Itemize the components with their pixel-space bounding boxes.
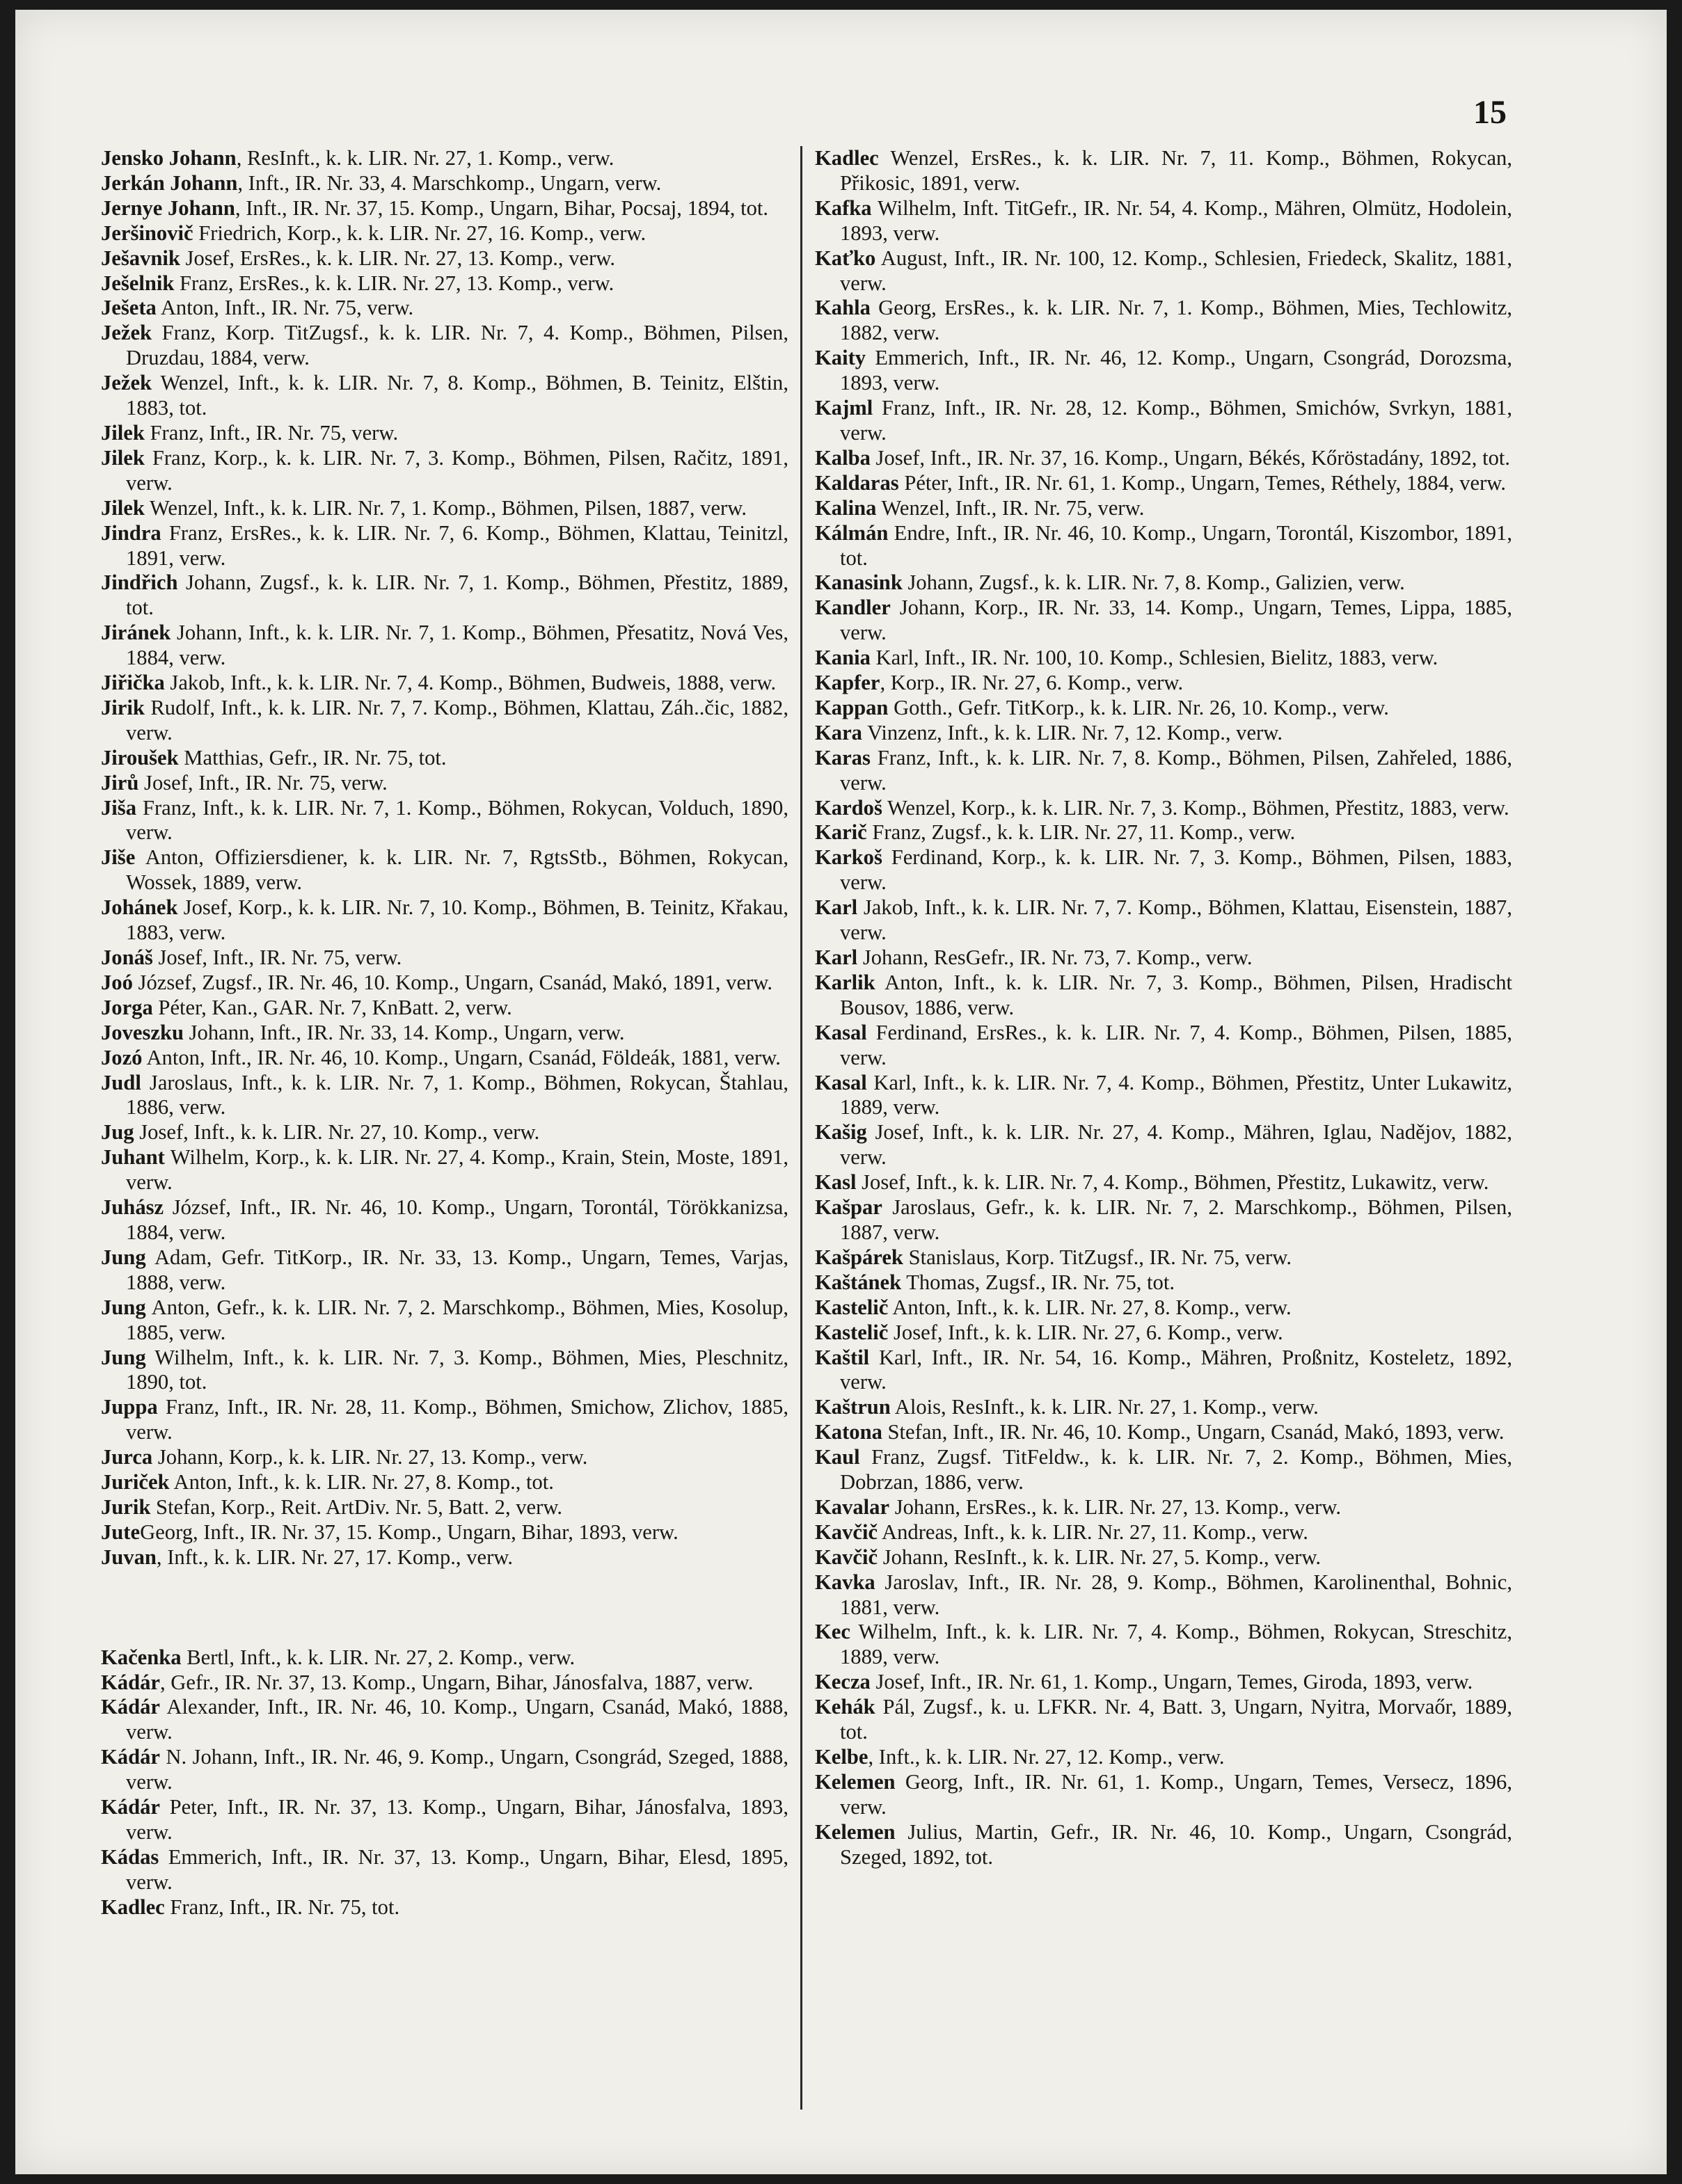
casualty-entry [815, 1395, 1512, 1420]
casualty-entry [815, 346, 1512, 396]
casualty-entry [101, 996, 788, 1021]
casualty-entry [815, 820, 1512, 845]
entry-details: Anton, Inft., k. k. LIR. Nr. 27, 8. Komp., tot. [169, 1470, 554, 1494]
entry-surname: Kalina [815, 495, 877, 520]
casualty-entry [101, 1470, 788, 1495]
entry-surname: Ježek [101, 321, 152, 345]
entry-surname: Kaštrun [815, 1395, 891, 1419]
entry-details: Johann, Zugsf., k. k. LIR. Nr. 7, 8. Komp., Galizien, verw. [902, 571, 1405, 595]
entry-surname: Kálmán [815, 520, 889, 545]
casualty-entry [815, 1770, 1512, 1820]
entry-details: Franz, Korp., k. k. LIR. Nr. 7, 3. Komp., Böhmen, Pilsen, Račitz, 1891, verw. [126, 445, 788, 495]
entry-details: Julius, Martin, Gefr., IR. Nr. 46, 10. Komp., Ungarn, Csongrád, Szeged, 1892, tot. [840, 1819, 1512, 1869]
entry-surname: Jilek [101, 495, 145, 520]
entry-details: , Inft., k. k. LIR. Nr. 27, 12. Komp., verw. [868, 1745, 1225, 1769]
entry-details: Péter, Inft., IR. Nr. 61, 1. Komp., Ungarn, Temes, Réthely, 1884, verw. [898, 470, 1507, 495]
casualty-entry [101, 446, 788, 496]
casualty-entry [815, 1545, 1512, 1570]
entry-surname: Juriček [101, 1470, 170, 1494]
entry-details: Bertl, Inft., k. k. LIR. Nr. 27, 2. Komp., verw. [181, 1645, 576, 1669]
entry-details: Wenzel, Inft., IR. Nr. 75, verw. [876, 495, 1145, 520]
casualty-entry [815, 671, 1512, 696]
entry-surname: Jozó [101, 1045, 143, 1069]
entry-details: Franz, Inft., k. k. LIR. Nr. 7, 8. Komp., Böhmen, Pilsen, Zahřeled, 1886, verw. [840, 745, 1512, 795]
entry-surname: Kelbe [815, 1745, 868, 1769]
entry-surname: Kavčič [815, 1545, 878, 1569]
entry-surname: Karič [815, 820, 867, 845]
entry-surname: Ješeta [101, 296, 157, 320]
entry-surname: Kavalar [815, 1494, 890, 1519]
entry-surname: Jirik [101, 695, 145, 719]
entry-surname: Jilek [101, 445, 145, 470]
entry-surname: Jindřich [101, 571, 178, 595]
casualty-entry [101, 571, 788, 621]
entry-details: Josef, Inft., k. k. LIR. Nr. 7, 4. Komp., Böhmen, Přestitz, Lukawitz, verw. [856, 1170, 1489, 1195]
entry-details: Johann, Korp., IR. Nr. 33, 14. Komp., Ungarn, Temes, Lippa, 1885, verw. [840, 596, 1512, 645]
entry-surname: Kehák [815, 1695, 875, 1719]
entry-surname: Ješavnik [101, 246, 180, 270]
entry-details: Anton, Offiziersdiener, k. k. LIR. Nr. 7, RgtsStb., Böhmen, Rokycan, Wossek, 1889, verw. [126, 845, 788, 895]
casualty-entry [101, 796, 788, 846]
casualty-entry [815, 1021, 1512, 1071]
entry-details: August, Inft., IR. Nr. 100, 12. Komp., Schlesien, Friedeck, Skalitz, 1881, verw. [840, 246, 1512, 295]
entry-surname: Jindra [101, 520, 161, 545]
entry-details: Josef, ErsRes., k. k. LIR. Nr. 27, 13. Komp., verw. [180, 246, 616, 270]
entry-details: Ferdinand, ErsRes., k. k. LIR. Nr. 7, 4. Komp., Böhmen, Pilsen, 1885, verw. [840, 1020, 1512, 1069]
entry-details: Rudolf, Inft., k. k. LIR. Nr. 7, 7. Komp., Böhmen, Klattau, Záh..čic, 1882, verw. [126, 695, 788, 744]
entry-surname: Kaldaras [815, 470, 899, 495]
casualty-entry [815, 396, 1512, 446]
entry-surname: Johánek [101, 895, 178, 920]
casualty-entry [101, 1071, 788, 1121]
casualty-entry [101, 146, 788, 171]
entry-surname: Jute [101, 1520, 141, 1544]
column-divider [800, 146, 802, 2110]
entry-details: Jakob, Inft., k. k. LIR. Nr. 7, 4. Komp., Böhmen, Budweis, 1888, verw. [164, 671, 777, 695]
casualty-entry [101, 1545, 788, 1570]
casualty-entry [815, 721, 1512, 746]
casualty-entry [815, 1195, 1512, 1245]
casualty-entry [815, 196, 1512, 246]
entry-surname: Kaity [815, 346, 866, 370]
entry-details: Franz, Korp. TitZugsf., k. k. LIR. Nr. 7, 4. Komp., Böhmen, Pilsen, Druzdau, 1884, verw. [126, 321, 788, 370]
entry-details: Emmerich, Inft., IR. Nr. 46, 12. Komp., Ungarn, Csongrád, Dorozsma, 1893, verw. [840, 346, 1512, 395]
entry-surname: Jilek [101, 420, 145, 445]
entry-details: Johann, Inft., k. k. LIR. Nr. 7, 1. Komp., Böhmen, Přesatitz, Nová Ves, 1884, verw. [126, 621, 788, 670]
casualty-entry [101, 321, 788, 371]
casualty-entry [815, 971, 1512, 1021]
casualty-entry [101, 946, 788, 971]
entry-surname: Jung [101, 1345, 146, 1369]
casualty-entry [101, 171, 788, 196]
entry-details: Josef, Inft., IR. Nr. 75, verw. [138, 770, 388, 795]
entry-details: Gotth., Gefr. TitKorp., k. k. LIR. Nr. 26, 10. Komp., verw. [888, 695, 1389, 719]
entry-details: , ResInft., k. k. LIR. Nr. 27, 1. Komp., verw. [236, 146, 614, 170]
entry-details: N. Johann, Inft., IR. Nr. 46, 9. Komp., Ungarn, Csongrád, Szeged, 1888, verw. [126, 1745, 788, 1794]
entry-surname: Kasal [815, 1070, 867, 1094]
entry-surname: Joó [101, 970, 133, 994]
casualty-entry [815, 1620, 1512, 1670]
entry-surname: Jeršinovič [101, 221, 193, 245]
entry-details: Josef, Inft., k. k. LIR. Nr. 27, 6. Komp., verw. [888, 1320, 1283, 1344]
entry-details: Karl, Inft., IR. Nr. 54, 16. Komp., Mähren, Proßnitz, Kosteletz, 1892, verw. [840, 1345, 1512, 1394]
entry-details: Jaroslav, Inft., IR. Nr. 28, 9. Komp., Böhmen, Karolinenthal, Bohnic, 1881, verw. [840, 1570, 1512, 1619]
page-number: 15 [1473, 94, 1507, 131]
entry-details: Josef, Inft., IR. Nr. 75, verw. [152, 946, 402, 969]
entry-surname: Kanasink [815, 571, 903, 595]
entry-details: József, Zugsf., IR. Nr. 46, 10. Komp., Ungarn, Csanád, Makó, 1891, verw. [132, 970, 772, 994]
entry-surname: Jirů [101, 770, 139, 795]
entry-surname: Kašpar [815, 1195, 882, 1220]
entry-details: Johann, ResGefr., IR. Nr. 73, 7. Komp., verw. [857, 946, 1253, 969]
casualty-entry [815, 1120, 1512, 1170]
entry-surname: Karl [815, 946, 858, 969]
entry-surname: Kasl [815, 1170, 857, 1195]
entry-surname: Judl [101, 1070, 141, 1094]
entry-surname: Kaštil [815, 1345, 870, 1369]
entry-surname: Kahla [815, 296, 871, 320]
casualty-entry [101, 1895, 788, 1920]
entry-surname: Kačenka [101, 1645, 182, 1669]
casualty-entry [101, 845, 788, 895]
entry-details: Peter, Inft., IR. Nr. 37, 13. Komp., Ungarn, Bihar, Jánosfalva, 1893, verw. [126, 1795, 788, 1844]
casualty-entry [101, 696, 788, 746]
entry-details: Jakob, Inft., k. k. LIR. Nr. 7, 7. Komp., Böhmen, Klattau, Eisenstein, 1887, verw. [840, 895, 1512, 945]
casualty-entry [815, 1495, 1512, 1520]
casualty-entry [101, 1021, 788, 1046]
casualty-entry [101, 1445, 788, 1470]
entry-surname: Jiše [101, 845, 136, 870]
casualty-entry [101, 1145, 788, 1195]
entry-details: Franz, Inft., k. k. LIR. Nr. 7, 1. Komp., Böhmen, Rokycan, Volduch, 1890, verw. [126, 795, 788, 845]
casualty-entry [101, 895, 788, 946]
entry-surname: Katona [815, 1420, 882, 1444]
entry-surname: Kelemen [815, 1819, 896, 1844]
entry-details: Josef, Inft., k. k. LIR. Nr. 27, 10. Komp., verw. [134, 1120, 540, 1145]
entry-surname: Jug [101, 1120, 134, 1145]
casualty-entry [815, 1695, 1512, 1745]
entry-details: Franz, ErsRes., k. k. LIR. Nr. 7, 6. Komp., Böhmen, Klattau, Teinitzl, 1891, verw. [126, 520, 788, 570]
casualty-entry [101, 1245, 788, 1296]
entry-details: Alois, ResInft., k. k. LIR. Nr. 27, 1. Komp., verw. [890, 1395, 1319, 1419]
entry-surname: Jorga [101, 995, 153, 1019]
entry-details: Franz, ErsRes., k. k. LIR. Nr. 27, 13. Komp., verw. [174, 271, 614, 295]
entry-surname: Jung [101, 1295, 146, 1319]
entry-surname: Jonáš [101, 946, 153, 969]
entry-details: Thomas, Zugsf., IR. Nr. 75, tot. [901, 1270, 1175, 1294]
casualty-entry [815, 1245, 1512, 1270]
casualty-entry [815, 146, 1512, 196]
entry-details: , Gefr., IR. Nr. 37, 13. Komp., Ungarn, Bihar, Jánosfalva, 1887, verw. [159, 1670, 754, 1694]
entry-surname: Jensko Johann [101, 146, 237, 170]
casualty-entry [815, 796, 1512, 821]
casualty-entry [101, 246, 788, 271]
entry-details: Anton, Inft., k. k. LIR. Nr. 7, 3. Komp., Böhmen, Pilsen, Hradischt Bousov, 1886, verw. [840, 970, 1512, 1019]
entry-details: Josef, Korp., k. k. LIR. Nr. 7, 10. Komp., Böhmen, B. Teinitz, Křakau, 1883, verw. [126, 895, 788, 945]
casualty-entry [101, 1795, 788, 1845]
entry-details: Franz, Inft., IR. Nr. 75, tot. [164, 1895, 400, 1919]
casualty-entry [815, 496, 1512, 521]
casualty-entry [815, 1445, 1512, 1495]
entry-surname: Joveszku [101, 1020, 184, 1044]
entry-surname: Kádár [101, 1670, 160, 1694]
entry-surname: Kašpárek [815, 1245, 903, 1269]
entry-details: Johann, ResInft., k. k. LIR. Nr. 27, 5. Komp., verw. [878, 1545, 1322, 1569]
entry-surname: Kafka [815, 196, 872, 220]
entry-surname: Juhász [101, 1195, 164, 1220]
entry-details: Franz, Zugsf. TitFeldw., k. k. LIR. Nr. 7, 2. Komp., Böhmen, Mies, Dobrzan, 1886, verw. [840, 1445, 1512, 1494]
entry-details: Franz, Inft., IR. Nr. 28, 11. Komp., Böhmen, Smichow, Zlichov, 1885, verw. [126, 1395, 788, 1444]
entry-details: Wilhelm, Inft., k. k. LIR. Nr. 7, 3. Komp., Böhmen, Mies, Pleschnitz, 1890, tot. [126, 1345, 788, 1394]
entry-surname: Kec [815, 1620, 850, 1644]
entry-details: Adam, Gefr. TitKorp., IR. Nr. 33, 13. Komp., Ungarn, Temes, Varjas, 1888, verw. [126, 1245, 788, 1294]
entry-details: Matthias, Gefr., IR. Nr. 75, tot. [178, 745, 447, 770]
entry-surname: Kelemen [815, 1769, 896, 1794]
entry-details: Ferdinand, Korp., k. k. LIR. Nr. 7, 3. Komp., Böhmen, Pilsen, 1883, verw. [840, 845, 1512, 895]
casualty-entry [101, 1395, 788, 1445]
casualty-entry [815, 1570, 1512, 1620]
casualty-entry [815, 571, 1512, 596]
casualty-entry [815, 521, 1512, 571]
entry-surname: Juvan [101, 1545, 157, 1569]
entry-details: Emmerich, Inft., IR. Nr. 37, 13. Komp., Ungarn, Bihar, Elesd, 1895, verw. [126, 1844, 788, 1894]
casualty-entry [101, 1845, 788, 1895]
entry-details: Friedrich, Korp., k. k. LIR. Nr. 27, 16. Komp., verw. [193, 221, 646, 245]
entry-details: Wilhelm, Inft., k. k. LIR. Nr. 7, 4. Komp., Böhmen, Rokycan, Streschitz, 1889, verw. [840, 1620, 1512, 1669]
entry-surname: Jiřička [101, 671, 165, 695]
casualty-entry [101, 271, 788, 296]
casualty-entry [815, 895, 1512, 946]
entry-surname: Ježek [101, 371, 152, 395]
entry-surname: Jiránek [101, 621, 171, 645]
entry-surname: Karkoš [815, 845, 882, 870]
section-gap [101, 1570, 788, 1645]
entry-surname: Kara [815, 720, 862, 744]
entry-details: , Korp., IR. Nr. 27, 6. Komp., verw. [880, 671, 1184, 695]
left-column [101, 146, 788, 1920]
entry-details: Georg, ErsRes., k. k. LIR. Nr. 7, 1. Komp., Böhmen, Mies, Techlowitz, 1882, verw. [840, 296, 1512, 345]
entry-surname: Kecza [815, 1670, 871, 1694]
casualty-entry [815, 1170, 1512, 1195]
entry-surname: Kaťko [815, 246, 876, 270]
entry-surname: Karlik [815, 970, 875, 994]
entry-surname: Kaštánek [815, 1270, 902, 1294]
entry-details: Péter, Kan., GAR. Nr. 7, KnBatt. 2, verw. [152, 995, 512, 1019]
casualty-entry [101, 371, 788, 421]
casualty-entry [815, 246, 1512, 296]
casualty-entry [101, 1120, 788, 1145]
entry-details: Pál, Zugsf., k. u. LFKR. Nr. 4, Batt. 3, Ungarn, Nyitra, Morvaőr, 1889, tot. [840, 1695, 1512, 1744]
casualty-entry [815, 1420, 1512, 1445]
casualty-entry [815, 845, 1512, 895]
casualty-entry [101, 1046, 788, 1071]
casualty-entry [815, 1670, 1512, 1695]
casualty-entry [815, 471, 1512, 496]
entry-details: Karl, Inft., IR. Nr. 100, 10. Komp., Schlesien, Bielitz, 1883, verw. [870, 646, 1438, 670]
casualty-entry [815, 596, 1512, 646]
casualty-entry [815, 1270, 1512, 1296]
casualty-entry [101, 621, 788, 671]
casualty-entry [101, 1346, 788, 1396]
entry-surname: Jiša [101, 795, 136, 820]
casualty-entry [101, 1671, 788, 1696]
entry-surname: Kádár [101, 1745, 160, 1769]
entry-details: Anton, Gefr., k. k. LIR. Nr. 7, 2. Marschkomp., Böhmen, Mies, Kosolup, 1885, verw. [126, 1295, 788, 1344]
entry-surname: Juhant [101, 1145, 165, 1170]
casualty-entry [101, 771, 788, 796]
entry-details: Stanislaus, Korp. TitZugsf., IR. Nr. 75, verw. [903, 1245, 1292, 1269]
casualty-entry [101, 296, 788, 321]
entry-surname: Kadlec [101, 1895, 165, 1919]
entry-surname: Kastelič [815, 1295, 889, 1319]
entry-surname: Kalba [815, 445, 871, 470]
entry-surname: Kaul [815, 1445, 860, 1469]
entry-surname: Kardoš [815, 795, 882, 820]
casualty-entry [815, 746, 1512, 796]
entry-details: Wenzel, ErsRes., k. k. LIR. Nr. 7, 11. Komp., Böhmen, Rokycan, Přikosic, 1891, verw. [840, 146, 1512, 195]
casualty-entry [101, 1296, 788, 1346]
entry-details: , Inft., IR. Nr. 37, 15. Komp., Ungarn, Bihar, Pocsaj, 1894, tot. [235, 196, 769, 220]
entry-details: Endre, Inft., IR. Nr. 46, 10. Komp., Ungarn, Torontál, Kiszombor, 1891, tot. [840, 520, 1512, 570]
casualty-entry [815, 1346, 1512, 1396]
entry-surname: Karas [815, 745, 871, 770]
entry-details: Alexander, Inft., IR. Nr. 46, 10. Komp., Ungarn, Csanád, Makó, 1888, verw. [126, 1695, 788, 1744]
entry-details: Wilhelm, Inft. TitGefr., IR. Nr. 54, 4. Komp., Mähren, Olmütz, Hodolein, 1893, verw. [840, 196, 1512, 245]
entry-surname: Kádas [101, 1844, 159, 1869]
casualty-entry [101, 1520, 788, 1545]
casualty-entry [101, 1195, 788, 1245]
entry-details: Karl, Inft., k. k. LIR. Nr. 7, 4. Komp., Böhmen, Přestitz, Unter Lukawitz, 1889, verw. [840, 1070, 1512, 1119]
entry-surname: Kadlec [815, 146, 879, 170]
right-column [815, 146, 1512, 1870]
entry-details: Jaroslaus, Gefr., k. k. LIR. Nr. 7, 2. Marschkomp., Böhmen, Pilsen, 1887, verw. [840, 1195, 1512, 1244]
casualty-entry [815, 1820, 1512, 1870]
entry-details: Wenzel, Inft., k. k. LIR. Nr. 7, 8. Komp., Böhmen, B. Teinitz, Elštin, 1883, tot. [126, 371, 788, 420]
entry-details: Johann, Zugsf., k. k. LIR. Nr. 7, 1. Komp., Böhmen, Přestitz, 1889, tot. [126, 571, 788, 620]
casualty-entry [815, 646, 1512, 671]
entry-surname: Juppa [101, 1395, 158, 1419]
casualty-entry [101, 1695, 788, 1745]
casualty-entry [101, 1495, 788, 1520]
entry-details: Stefan, Inft., IR. Nr. 46, 10. Komp., Ungarn, Csanád, Makó, 1893, verw. [882, 1420, 1505, 1444]
entry-details: Johann, Korp., k. k. LIR. Nr. 27, 13. Komp., verw. [152, 1445, 588, 1469]
entry-details: , Inft., IR. Nr. 33, 4. Marschkomp., Ungarn, verw. [237, 170, 662, 195]
entry-details: Stefan, Korp., Reit. ArtDiv. Nr. 5, Batt. 2, verw. [150, 1494, 563, 1519]
casualty-entry [815, 1745, 1512, 1770]
casualty-entry [815, 946, 1512, 971]
document-page [15, 10, 1667, 2174]
entry-surname: Jernye Johann [101, 196, 235, 220]
entry-details: Jaroslaus, Inft., k. k. LIR. Nr. 7, 1. Komp., Böhmen, Rokycan, Štahlau, 1886, verw. [126, 1070, 788, 1119]
casualty-entry [101, 421, 788, 446]
entry-surname: Kandler [815, 596, 891, 620]
entry-details: Johann, ErsRes., k. k. LIR. Nr. 27, 13. Komp., verw. [889, 1494, 1341, 1519]
entry-details: Franz, Inft., IR. Nr. 28, 12. Komp., Böhmen, Smichów, Svrkyn, 1881, verw. [840, 396, 1512, 445]
casualty-entry [101, 971, 788, 996]
entry-surname: Kapfer [815, 671, 880, 695]
casualty-entry [815, 696, 1512, 721]
entry-details: Vinzenz, Inft., k. k. LIR. Nr. 7, 12. Komp., verw. [862, 720, 1283, 744]
entry-surname: Jerkán Johann [101, 170, 238, 195]
casualty-entry [815, 446, 1512, 471]
casualty-entry [101, 1645, 788, 1671]
casualty-entry [815, 1296, 1512, 1321]
casualty-entry [101, 671, 788, 696]
entry-details: , Inft., k. k. LIR. Nr. 27, 17. Komp., verw. [156, 1545, 514, 1569]
entry-surname: Kania [815, 646, 871, 670]
entry-details: Franz, Inft., IR. Nr. 75, verw. [144, 420, 399, 445]
casualty-entry [815, 1321, 1512, 1346]
entry-surname: Kádár [101, 1795, 160, 1819]
entry-details: Anton, Inft., IR. Nr. 75, verw. [156, 296, 414, 320]
entry-details: Anton, Inft., k. k. LIR. Nr. 27, 8. Komp., verw. [888, 1295, 1292, 1319]
casualty-entry [101, 521, 788, 571]
entry-surname: Jurca [101, 1445, 153, 1469]
entry-surname: Jung [101, 1245, 146, 1269]
entry-details: Wenzel, Inft., k. k. LIR. Nr. 7, 1. Komp., Böhmen, Pilsen, 1887, verw. [144, 495, 747, 520]
entry-details: Georg, Inft., IR. Nr. 61, 1. Komp., Ungarn, Temes, Versecz, 1896, verw. [840, 1769, 1512, 1819]
entry-surname: Kavka [815, 1570, 875, 1594]
entry-surname: Kasal [815, 1020, 867, 1044]
entry-surname: Kádár [101, 1695, 160, 1719]
casualty-entry [101, 746, 788, 771]
entry-details: Johann, Inft., IR. Nr. 33, 14. Komp., Ungarn, verw. [183, 1020, 625, 1044]
entry-surname: Jurik [101, 1494, 151, 1519]
entry-surname: Kajml [815, 396, 873, 420]
entry-details: Franz, Zugsf., k. k. LIR. Nr. 27, 11. Komp., verw. [866, 820, 1296, 845]
casualty-entry [101, 1745, 788, 1795]
entry-details: Georg, Inft., IR. Nr. 37, 15. Komp., Ungarn, Bihar, 1893, verw. [140, 1520, 679, 1544]
entry-details: Wilhelm, Korp., k. k. LIR. Nr. 27, 4. Komp., Krain, Stein, Moste, 1891, verw. [126, 1145, 788, 1195]
casualty-entry [101, 221, 788, 246]
entry-details: József, Inft., IR. Nr. 46, 10. Komp., Ungarn, Torontál, Törökkanizsa, 1884, verw. [126, 1195, 788, 1244]
entry-details: Josef, Inft., k. k. LIR. Nr. 27, 4. Komp., Mähren, Iglau, Nadějov, 1882, verw. [840, 1120, 1512, 1170]
casualty-entry [101, 196, 788, 221]
entry-surname: Kašig [815, 1120, 867, 1145]
casualty-entry [815, 1520, 1512, 1545]
entry-surname: Kastelič [815, 1320, 889, 1344]
casualty-entry [815, 1071, 1512, 1121]
entry-details: Josef, Inft., IR. Nr. 37, 16. Komp., Ungarn, Békés, Kőröstadány, 1892, tot. [870, 445, 1511, 470]
entry-details: Anton, Inft., IR. Nr. 46, 10. Komp., Ungarn, Csanád, Földeák, 1881, verw. [142, 1045, 781, 1069]
entry-details: Wenzel, Korp., k. k. LIR. Nr. 7, 3. Komp., Böhmen, Přestitz, 1883, verw. [882, 795, 1509, 820]
entry-surname: Kappan [815, 695, 889, 719]
entry-details: Josef, Inft., IR. Nr. 61, 1. Komp., Ungarn, Temes, Giroda, 1893, verw. [870, 1670, 1473, 1694]
casualty-entry [101, 496, 788, 521]
casualty-entry [815, 296, 1512, 346]
entry-surname: Kavčič [815, 1520, 878, 1544]
entry-details: Andreas, Inft., k. k. LIR. Nr. 27, 11. Komp., verw. [878, 1520, 1308, 1544]
entry-surname: Jiroušek [101, 745, 179, 770]
entry-surname: Ješelnik [101, 271, 175, 295]
entry-surname: Karl [815, 895, 858, 920]
